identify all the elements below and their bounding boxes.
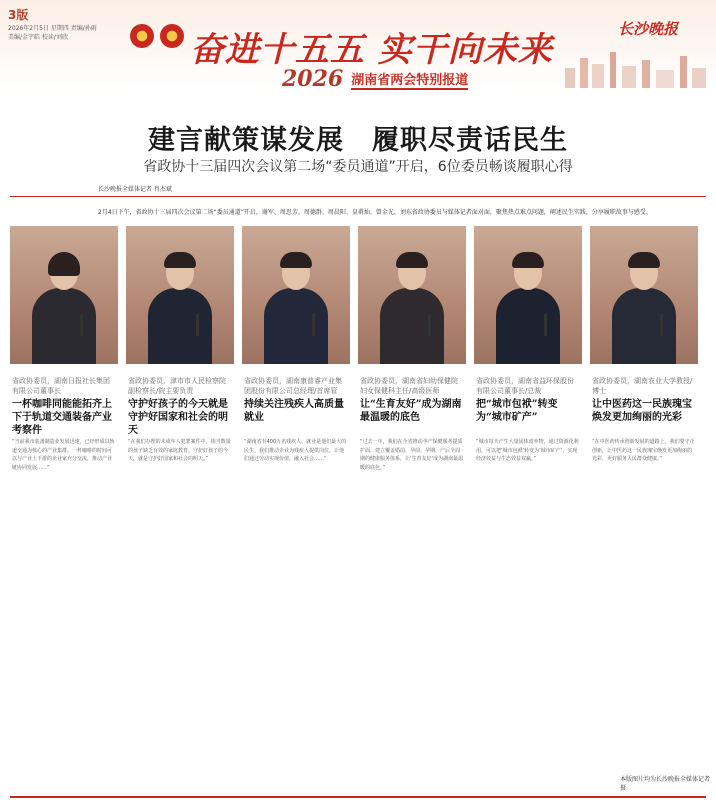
article-text: “湖南省有400万名残疾人，就业是他们最大的民生。我们推动企业为残疾人提供岗位，让他们通过劳动实现价值，融入社会……” [244, 439, 347, 462]
headline: 建言献策谋发展 履职尽责话民生 [148, 125, 568, 156]
article-title: 让“生育友好”成为湖南最温暖的底色 [360, 399, 462, 423]
article-title: 守护好孩子的今天就是守护好国家和社会的明天 [128, 399, 228, 436]
member-column [242, 226, 350, 776]
cppcc-emblem-icon [160, 24, 184, 48]
member-photo [358, 226, 466, 364]
bottom-rule [10, 796, 706, 798]
member-column [358, 226, 466, 776]
newspaper-logo: 长沙晚报 [618, 20, 679, 38]
city-skyline-icon [560, 48, 710, 88]
date-line: 2026年2月5日 星期四 责编/孙雨 美编/金宇皓 校读/刘欣 [8, 25, 97, 41]
page-number: 3版 [8, 8, 29, 22]
member-photo [474, 226, 582, 364]
slogan: 奋进十五五 实干向未来 [190, 30, 553, 70]
article-title: 把“城市包袱”转变为“城市矿产” [476, 399, 558, 423]
member-photo [126, 226, 234, 364]
article-text: “当前我市装备制造业发展迅速，已经形成以轨道交通为核心的产业集群。一杯咖啡的时间可以与产业上下游的企业家充分交流，推动产业链协同发展……” [12, 439, 115, 471]
member-role: 省政协委员，湖南康普睿产业集团股份有限公司总经理/首席管 [244, 377, 342, 395]
article-text: “城市每天产生大量固体废弃物，通过资源化利用，可以把‘城市包袱’转变为‘城市矿产’，实现经济效益与生态效益双赢。” [476, 439, 579, 462]
member-role: 省政协委员，湖南农业大学教授/博士 [592, 377, 693, 395]
member-photo [10, 226, 118, 364]
series-label: 湖南省两会特别报道 [351, 69, 468, 90]
divider [10, 196, 706, 197]
year-label: 2026 [282, 66, 344, 92]
article-text: “在中医药传承创新发展的道路上，我们要守正创新，让中医药这一民族瑰宝焕发更加绚丽的光彩，更好服务人民群众健康。” [592, 439, 695, 462]
national-emblem-icon [130, 24, 154, 48]
member-column [10, 226, 118, 776]
member-role: 省政协委员，湖南省妇幼保健院妇女保健科主任/高级医师 [360, 377, 458, 395]
byline: 长沙晚报全媒体记者 肖杰斌 [98, 186, 172, 193]
lead-paragraph: 2月4日下午，省政协十三届四次会议第二场“委员通道”开启，谢军、周思芳、周德群、周晨阳、皇甫灿、曾金光，刘东省政协委员与媒体记者面对面，聚焦热点难点问题，阐述民生实践，分享履职故事与感受。 [98, 209, 652, 216]
member-role: 省政协委员，津市市人民检察院副检察长/院主要负责 [128, 377, 226, 395]
photo-credit: 本版图片均为长沙晚报全媒体记者 摄 [620, 776, 711, 792]
member-column [590, 226, 698, 776]
subheadline: 省政协十三届四次会议第二场“委员通道”开启，6位委员畅谈履职心得 [143, 159, 573, 175]
member-column [474, 226, 582, 776]
member-photo [590, 226, 698, 364]
article-title: 持续关注残疾人高质量就业 [244, 399, 344, 423]
special-report-banner [282, 66, 468, 92]
masthead [0, 0, 716, 92]
member-role: 省政协委员，湖南省益环保股份有限公司董事长/总裁 [476, 377, 574, 395]
article-title: 一杯咖啡同能能拓齐上下于轨道交通装备产业考察件 [12, 399, 112, 436]
member-role: 省政协委员，湖南日报社长集团有限公司董事长 [12, 377, 110, 395]
member-photo [242, 226, 350, 364]
article-text: “过去一年，我们在全省推动孕产保健服务提质扩面，建立覆盖婚前、孕前、孕期、产后全周期的健康服务体系，让‘生育友好’成为湖南最温暖的底色。” [360, 439, 464, 471]
article-text: “在我们办理的未成年人犯罪案件中，相当数量的孩子缺乏有效的家庭教育。守护好孩子的今天，就是守护好国家和社会的明天。” [128, 439, 231, 462]
article-title: 让中医药这一民族瑰宝焕发更加绚丽的光彩 [592, 399, 692, 423]
member-column [126, 226, 234, 776]
